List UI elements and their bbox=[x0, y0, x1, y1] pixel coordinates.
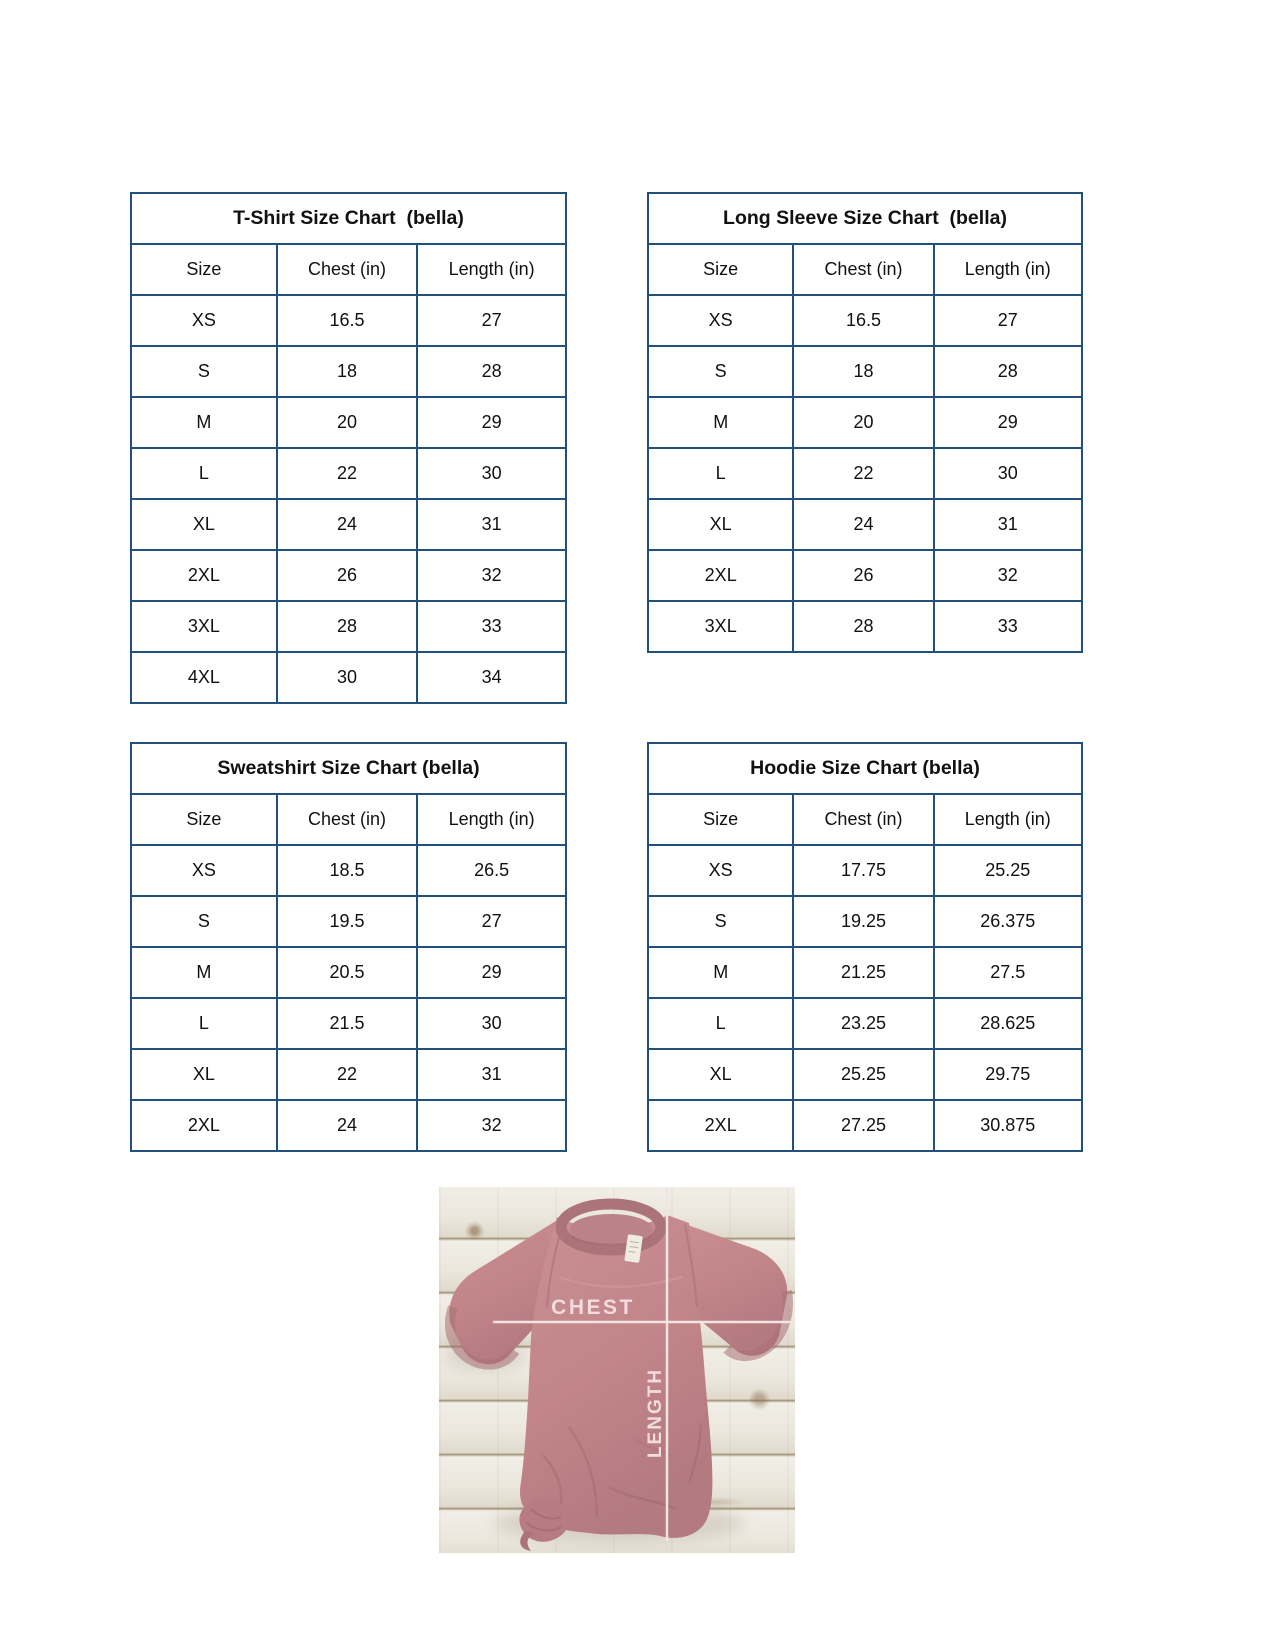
sweatshirt-size-chart bbox=[130, 742, 567, 1152]
column-header: Size bbox=[131, 794, 277, 845]
chest-cell: 24 bbox=[277, 499, 418, 550]
table-row bbox=[648, 295, 1082, 346]
table-row bbox=[648, 601, 1082, 652]
size-cell: L bbox=[131, 448, 277, 499]
length-cell: 32 bbox=[417, 1100, 566, 1151]
tshirt-graphic bbox=[439, 1187, 795, 1553]
length-label: LENGTH bbox=[645, 1367, 666, 1459]
length-cell: 26.5 bbox=[417, 845, 566, 896]
length-cell: 34 bbox=[417, 652, 566, 703]
size-cell: S bbox=[131, 896, 277, 947]
table-row bbox=[131, 550, 566, 601]
length-cell: 33 bbox=[934, 601, 1082, 652]
table-title-row bbox=[131, 743, 566, 794]
chest-cell: 28 bbox=[277, 601, 418, 652]
size-cell: M bbox=[131, 397, 277, 448]
longsleeve-table bbox=[647, 192, 1083, 653]
chest-label: CHEST bbox=[551, 1296, 635, 1319]
chest-cell: 24 bbox=[277, 1100, 418, 1151]
chest-cell: 27.25 bbox=[793, 1100, 933, 1151]
chest-cell: 26 bbox=[793, 550, 933, 601]
table-row bbox=[131, 998, 566, 1049]
tshirt-size-chart bbox=[130, 192, 567, 704]
length-cell: 30.875 bbox=[934, 1100, 1082, 1151]
size-cell: XS bbox=[648, 295, 793, 346]
tshirt-table-title: T-Shirt Size Chart (bella) bbox=[131, 193, 566, 244]
chest-cell: 20 bbox=[277, 397, 418, 448]
longsleeve-size-chart bbox=[647, 192, 1083, 653]
table-row bbox=[131, 346, 566, 397]
length-cell: 27 bbox=[417, 896, 566, 947]
chest-cell: 25.25 bbox=[793, 1049, 933, 1100]
chest-cell: 22 bbox=[277, 1049, 418, 1100]
column-header: Chest (in) bbox=[277, 244, 418, 295]
hoodie-table-title: Hoodie Size Chart (bella) bbox=[648, 743, 1082, 794]
table-header-row bbox=[131, 244, 566, 295]
column-header: Length (in) bbox=[417, 244, 566, 295]
table-row bbox=[131, 397, 566, 448]
table-row bbox=[648, 1100, 1082, 1151]
length-cell: 29 bbox=[934, 397, 1082, 448]
size-cell: XL bbox=[131, 1049, 277, 1100]
shirt-knot bbox=[519, 1499, 569, 1551]
size-cell: XL bbox=[648, 1049, 793, 1100]
chest-cell: 23.25 bbox=[793, 998, 933, 1049]
chest-cell: 24 bbox=[793, 499, 933, 550]
chest-cell: 21.5 bbox=[277, 998, 418, 1049]
hoodie-size-chart bbox=[647, 742, 1083, 1152]
column-header: Size bbox=[648, 794, 793, 845]
table-title-row bbox=[648, 743, 1082, 794]
chest-cell: 20.5 bbox=[277, 947, 418, 998]
size-cell: XS bbox=[648, 845, 793, 896]
size-measurement-photo bbox=[439, 1187, 795, 1553]
size-cell: 2XL bbox=[648, 550, 793, 601]
size-cell: 2XL bbox=[131, 550, 277, 601]
table-row bbox=[648, 346, 1082, 397]
column-header: Length (in) bbox=[934, 244, 1082, 295]
shirt-collar bbox=[561, 1204, 661, 1250]
table-row bbox=[131, 845, 566, 896]
size-cell: M bbox=[131, 947, 277, 998]
table-row bbox=[648, 947, 1082, 998]
chest-cell: 21.25 bbox=[793, 947, 933, 998]
length-cell: 31 bbox=[417, 1049, 566, 1100]
length-cell: 30 bbox=[417, 448, 566, 499]
column-header: Chest (in) bbox=[793, 244, 933, 295]
table-row bbox=[648, 550, 1082, 601]
table-row bbox=[648, 448, 1082, 499]
table-header-row bbox=[648, 244, 1082, 295]
size-cell: XL bbox=[648, 499, 793, 550]
table-row bbox=[648, 397, 1082, 448]
chest-cell: 18 bbox=[277, 346, 418, 397]
length-cell: 33 bbox=[417, 601, 566, 652]
size-cell: XL bbox=[131, 499, 277, 550]
chest-cell: 17.75 bbox=[793, 845, 933, 896]
table-row bbox=[131, 295, 566, 346]
size-cell: S bbox=[648, 896, 793, 947]
table-row bbox=[131, 448, 566, 499]
chest-cell: 18.5 bbox=[277, 845, 418, 896]
table-row bbox=[648, 499, 1082, 550]
length-cell: 28 bbox=[934, 346, 1082, 397]
size-cell: S bbox=[648, 346, 793, 397]
tshirt-table bbox=[130, 192, 567, 704]
table-row bbox=[131, 1049, 566, 1100]
table-header-row bbox=[648, 794, 1082, 845]
length-cell: 30 bbox=[934, 448, 1082, 499]
size-cell: XS bbox=[131, 845, 277, 896]
table-header-row bbox=[131, 794, 566, 845]
column-header: Chest (in) bbox=[277, 794, 418, 845]
length-cell: 30 bbox=[417, 998, 566, 1049]
chest-cell: 19.25 bbox=[793, 896, 933, 947]
chest-cell: 28 bbox=[793, 601, 933, 652]
size-cell: L bbox=[648, 998, 793, 1049]
chest-cell: 19.5 bbox=[277, 896, 418, 947]
chest-cell: 26 bbox=[277, 550, 418, 601]
length-cell: 26.375 bbox=[934, 896, 1082, 947]
longsleeve-table-title: Long Sleeve Size Chart (bella) bbox=[648, 193, 1082, 244]
table-row bbox=[131, 947, 566, 998]
column-header: Size bbox=[648, 244, 793, 295]
length-cell: 32 bbox=[934, 550, 1082, 601]
length-cell: 29.75 bbox=[934, 1049, 1082, 1100]
length-cell: 31 bbox=[417, 499, 566, 550]
size-cell: 3XL bbox=[131, 601, 277, 652]
table-row bbox=[648, 845, 1082, 896]
length-cell: 28 bbox=[417, 346, 566, 397]
length-cell: 27.5 bbox=[934, 947, 1082, 998]
size-cell: 4XL bbox=[131, 652, 277, 703]
chest-cell: 16.5 bbox=[793, 295, 933, 346]
size-cell: L bbox=[131, 998, 277, 1049]
table-row bbox=[131, 652, 566, 703]
table-row bbox=[648, 896, 1082, 947]
length-cell: 29 bbox=[417, 397, 566, 448]
length-cell: 32 bbox=[417, 550, 566, 601]
chest-cell: 20 bbox=[793, 397, 933, 448]
size-cell: 2XL bbox=[131, 1100, 277, 1151]
table-title-row bbox=[648, 193, 1082, 244]
sweatshirt-table bbox=[130, 742, 567, 1152]
length-cell: 28.625 bbox=[934, 998, 1082, 1049]
table-row bbox=[648, 1049, 1082, 1100]
chest-cell: 30 bbox=[277, 652, 418, 703]
chest-cell: 18 bbox=[793, 346, 933, 397]
chest-cell: 22 bbox=[277, 448, 418, 499]
column-header: Length (in) bbox=[934, 794, 1082, 845]
table-row bbox=[131, 896, 566, 947]
table-title-row bbox=[131, 193, 566, 244]
hoodie-table bbox=[647, 742, 1083, 1152]
table-row bbox=[131, 1100, 566, 1151]
table-row bbox=[131, 601, 566, 652]
size-cell: 2XL bbox=[648, 1100, 793, 1151]
size-cell: XS bbox=[131, 295, 277, 346]
chest-cell: 22 bbox=[793, 448, 933, 499]
length-cell: 27 bbox=[417, 295, 566, 346]
size-cell: S bbox=[131, 346, 277, 397]
size-cell: L bbox=[648, 448, 793, 499]
length-cell: 25.25 bbox=[934, 845, 1082, 896]
table-row bbox=[131, 499, 566, 550]
length-cell: 27 bbox=[934, 295, 1082, 346]
size-cell: 3XL bbox=[648, 601, 793, 652]
length-cell: 29 bbox=[417, 947, 566, 998]
column-header: Chest (in) bbox=[793, 794, 933, 845]
length-cell: 31 bbox=[934, 499, 1082, 550]
table-row bbox=[648, 998, 1082, 1049]
sweatshirt-table-title: Sweatshirt Size Chart (bella) bbox=[131, 743, 566, 794]
column-header: Size bbox=[131, 244, 277, 295]
size-cell: M bbox=[648, 947, 793, 998]
size-cell: M bbox=[648, 397, 793, 448]
chest-cell: 16.5 bbox=[277, 295, 418, 346]
column-header: Length (in) bbox=[417, 794, 566, 845]
